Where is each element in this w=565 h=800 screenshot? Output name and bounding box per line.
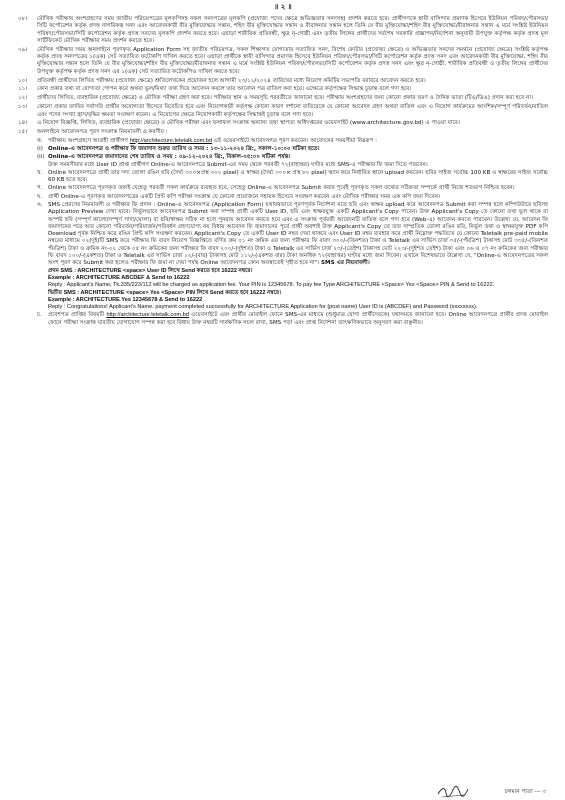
list-item [18, 16, 548, 45]
item-intro: অনলাইনে আবেদনপত্র পূরণ সংক্রান্ত নিয়মাবলী ও করণীয় : [37, 129, 168, 136]
handwritten-signature [436, 785, 470, 799]
sub-label: ঙ. [37, 201, 43, 208]
sub-text: Online আবেদনপত্রে পূরণকৃত তথ্যই যেহেতু পরবর্তী সকল কার্যক্রমে ব্যবহৃত হবে, সেহেতু Online-এ আবেদনপত্র Submit করার পূর্বেই পূরণকৃত সকল তথ্যের সঠিকতা সম্পর্কে প্রার্থী নিজে শতভাগ নিশ্চিত হবেন। [48, 185, 515, 192]
sub-text [48, 312, 548, 327]
sms-instructions [37, 268, 548, 312]
item-number: ১৪। [18, 120, 28, 127]
page-footer [18, 785, 548, 799]
list-item-online-application [18, 129, 548, 327]
sms1-intro: প্রথম SMS : ARCHITECTURE <space> User ID লিখে Send করতে হবে 16222 নম্বরে। [48, 267, 253, 274]
item-text: মৌখিক পরীক্ষায় অংশগ্রহণের সময় জাতীয় পরিচয়পত্রের মূলকপিসহ সকল সনদপত্রের মূলকপি (প্রযোজ্য পদের ক্ষেত্রে অভিজ্ঞতার সনদসহ) প্রদর্শন করতে হবে। প্রার্থীগণকে স্থায়ী বাসিন্দার প্রমাণক হিসেবে ইউনিয়ন পরিষদ/পৌরসভা/সিটি কর্পোরেশন কর্তৃক প্রদত্ত নাগরিকত্ব সনদ এবং আবেদনকারী বীর মুক্তিযোদ্ধার সন্তান, শহিদ বীর মুক্তিযোদ্ধার সন্তান ও বীরাঙ্গনার সন্তান হলে তিনি যে বীর মুক্তিযোদ্ধা/শহিদ বীর মুক্তিযোদ্ধা/বীরাঙ্গনার সন্তান এ মর্মে সংশ্লিষ্ট ইউনিয়ন পরিষদ/পৌরসভা/সিটি কর্পোরেশন কর্তৃক প্রদত্ত সনদের মূলকপি প্রদর্শন করতে হবে। এছাড়া শারীরিক প্রতিবন্ধী, ক্ষুদ্র নৃ-গোষ্ঠী এবং তৃতীয় লিঙ্গের প্রার্থীদের সর্বশেষ সরকারি প্রজ্ঞাপন/নির্দেশনা অনুযায়ী উপযুক্ত কর্তৃপক্ষ কর্তৃক প্রদত্ত মূল সার্টিফিকেট মৌখিক পরীক্ষার সময় প্রদর্শন করতে হবে। [37, 16, 548, 44]
sub-label: গ. [37, 185, 43, 192]
item-text: কোন প্রকার তথ্য বা যোগ্যতা গোপন করে অথবা ভুল/মিথ্যা তথ্য দিয়ে আবেদন করলে তার আবেদন পত্র বাতিল করা হবে। এক্ষেত্রে কর্তৃপক্ষের সিদ্ধান্ত চূড়ান্ত বলে গণ্য হবে। [37, 86, 412, 93]
item-number: ১০। [18, 77, 28, 84]
sub-text-part: ওয়েবসাইটে এবং প্রার্থীর মোবাইল ফোনে SMS-এর মাধ্যমে (শুধুমাত্র যোগ্য প্রার্থীদেরকে) যথাসময়ে জানানো হবে। Online আবেদনপত্রে প্রার্থীর প্রদত্ত মোবাইল ফোনে পরীক্ষা সংক্রান্ত যাবতীয় যোগাযোগ সম্পন্ন করা হবে বিধায় উক্ত নম্বরটি সার্বক্ষণিক সচল রাখা, SMS পড়া এবং প্রাপ্ত নির্দেশনা তাৎক্ষণিকভাবে অনুসরণ করা বাঞ্ছনীয়। [48, 312, 549, 326]
sub-label: (i) [37, 145, 43, 152]
sms2-intro: দ্বিতীয় SMS : ARCHITECTURE <space> Yes <Space> PIN লিখে Send করতে হবে 16222 নম্বরে। [48, 289, 282, 296]
website-link[interactable]: http://architecture.teletalk.com.bd [129, 137, 213, 144]
sub-text [48, 202, 548, 268]
sub-text: প্রার্থী Online-এ পূরণকৃত আবেদনপত্রের একটি প্রিন্ট কপি পরীক্ষা সংক্রান্ত যে কোনো প্রয়োজনে সহায়ক হিসেবে সংরক্ষণ করবেন এবং মৌখিক পরীক্ষার সময় এক কপি জমা দিবেন। [48, 193, 440, 200]
numbered-items [18, 16, 548, 327]
sms-rules-title: SMS এর নিয়মাবলী। [321, 260, 370, 267]
list-item [18, 86, 548, 93]
sms2-example: Example : ARCHITECTURE Yes 12345678 & Send to 16222 [48, 296, 203, 303]
sms1-example: Example : ARCHITECTURE ABCDEF & Send to 16222 [48, 274, 190, 281]
schedule-note: উক্ত সময়সীমার মধ্যে User ID প্রাপ্ত প্রার্থীগণ Online-এ আবেদনপত্রে Submit-এর সময় থেকে পরবর্তী ৭২(বাহাত্তর) ঘণ্টার মধ্যে SMS-এ পরীক্ষার ফি জমা দিতে পারবেন। [48, 161, 428, 168]
schedule-start [37, 146, 548, 153]
start-date-text: Online-এ আবেদনপত্র ও পরীক্ষার ফি জমাদান শুরুর তারিখ ও সময় : ১৩-১১-২০২৪ খ্রি:, সকাল-১০:০০ ঘটিকা হতে। [48, 145, 320, 152]
sub-label: খ. [37, 169, 43, 176]
sub-text [48, 138, 548, 145]
item-number: ১৩। [18, 104, 28, 111]
item-body [37, 129, 548, 327]
document-page [18, 3, 549, 795]
item-text: এ নিয়োগ বিজ্ঞপ্তি, লিখিত, ব্যবহারিক (প্রযোজ্য ক্ষেত্রে) ও মৌখিক পরীক্ষা এবং ফলাফল সংক্রান্ত অন্যান্য তথ্য স্থাপত্য অধিদপ্তরের ওয়েবসাইট (www.architecture.gov.bd) এ পাওয়া যাবে। [37, 120, 460, 127]
sub-item-d [37, 194, 548, 201]
sub-item-b [37, 170, 548, 185]
schedule-end [37, 154, 548, 161]
sub-label: ক. [37, 137, 43, 144]
sub-label: ঘ. [37, 193, 43, 200]
item-text: মৌখিক পরীক্ষার সময় অনলাইনে পূরণকৃত Application Form সহ জাতীয় পরিচয়পত্র, সকল শিক্ষাগত যোগ্যতার সত্যায়িত সনদ, বিশেষ কোটার (প্রযোজ্য ক্ষেত্রে) ও অভিজ্ঞতার সনদের সমর্থনে (প্রযোজ্য ক্ষেত্রে) সংশ্লিষ্ট কর্তৃপক্ষ কর্তৃক প্রদত্ত সনদপত্রের ১(এক) সেট সত্যায়িত ফটোকপি দাখিল করতে হবে। এছাড়া প্রার্থীকে স্থায়ী বাসিন্দার প্রমাণক হিসেবে ইউনিয়ন পরিষদ/পৌরসভা/সিটি কর্পোরেশন কর্তৃক প্রদত্ত সনদ এবং আবেদনকারী বীর মুক্তিযোদ্ধা, শহিদ বীর মুক্তিযোদ্ধার সন্তান হলে তিনি যে বীর মুক্তিযোদ্ধা/শহিদ বীর মুক্তিযোদ্ধা/বীরাঙ্গনার সন্তান এ মর্মে সংশ্লিষ্ট ইউনিয়ন পরিষদ/পৌরসভা/সিটি কর্পোরেশন কর্তৃক প্রদত্ত সনদ এবং ক্ষুদ্র নৃ-গোষ্ঠী, শারীরিক প্রতিবন্ধী ও তৃতীয় লিঙ্গের প্রার্থীদের উপযুক্ত কর্তৃপক্ষ কর্তৃক প্রদত্ত সনদ এর ১(এক) সেট সত্যায়িত ফটোকপিও দাখিল করতে হবে। [37, 46, 548, 75]
item-number: ০৮। [18, 16, 28, 22]
sub-label: চ. [37, 312, 42, 319]
sms-fee-text: SMS প্রেরণের নিয়মাবলী ও পরীক্ষার ফি প্রদান : Online-এ আবেদনপত্র (Application Form) যথাযথভাবে পূরণপূর্বক নির্দেশনা মতে ছবি এবং স্বাক্ষর upload করে আবেদনপত্র Submit করা সম্পন্ন হলে কম্পিউটারে ছবিসহ Application Preview দেখা যাবে। নির্ভুলভাবে আবেদনপত্র Submit করা সম্পন্ন প্রার্থী একটি User ID, ছবি এবং স্বাক্ষরযুক্ত একটি Applicant's Copy পাবেন। উক্ত Applicant's Copy তে কোনো তথ্য ভুল থাকে বা অস্পষ্ট ছবি (সম্পূর্ণ কালো/সম্পূর্ণ সাদা/ঘোলা) বা ছবি/স্বাক্ষর সঠিক না হলে পুনরায় আবেদন করতে হবে এবং এ সংক্রান্ত পূর্ববর্তী আবেদনটি বাতিল বলে গণ্য হবে (Web-এ) আবেদন করতে পারবেন। উল্লেখ্য যে, আবেদন ফি জমাদানের পরে আর কোনো পরিবর্তন/পরিমার্জন/পরিবর্ধন গ্রহণযোগ্য নয় বিধায় আবেদন ফি জমাদানের পূর্বে প্রার্থী অবশ্যই উক্ত Applicant's Copy তে তার সাম্প্রতিক তোলা রঙিন ছবি, নির্ভুল তথ্য ও স্বাক্ষরযুক্ত PDF কপি Download পূর্বক নিশ্চিত করে রঙিন প্রিন্ট কপি সংরক্ষণ করবেন। Applicant's Copy তে একটি User ID নম্বর দেয়া থাকবে এবং User ID নম্বর ব্যবহার করে প্রার্থী নিম্নোক্ত পদ্ধতিতে যে কোনো Teletalk pre-paid mobile নম্বরের মাধ্যমে ০২(দুই)টি SMS করে পরীক্ষার ফি বাবদ নিয়োগ বিজ্ঞপ্তিতে বর্ণিত ক্রম ০১ নং ক্রমিক এর জন্য পরীক্ষার ফি বাবদ ৩০০/-(তিনশত) টাকা ও Teletalk এর সার্ভিস চার্জ ৩৫/-(পঁয়ত্রিশ) টাকাসহ মোট ৩৩৫/-(তিনশত পঁয়ত্রিশ) টাকা ও ক্রমিক নং-০২ থেকে ০৫ নং ক্রমিকের জন্য পরীক্ষার ফি বাবদ ২০০/-(দুইশত) টাকা ও Teletalk এর সার্ভিস চার্জ ২৩/-(তেইশ) টাকাসহ মোট ২২৩/-(দুইশত তেইশ) টাকা এবং ০৬ ও ০৭ নং ক্রমিকের জন্য পরীক্ষার ফি বাবদ ১০০/-(একশত) টাকা ও Teletalk এর সার্ভিস চার্জ ১২/-(বার) টাকাসহ মোট ১১২/-(একশত বার) টাকা অনধিক ৭২(বাহাত্তর) ঘণ্টার মধ্যে জমা দিবেন। এখানে বিশেষভাবে উল্লেখ্য যে, "Online-এ আবেদনপত্রের সকল অংশ পূরণ করে Submit করা হলেও পরীক্ষার ফি জমা না দেয়া পর্যন্ত Online আবেদনপত্র কোন অবস্থাতেই গৃহীত হবে না"। [48, 201, 548, 267]
continued-note: চলমান পাতা --- ৩ [504, 789, 546, 795]
sub-item-e [37, 202, 548, 268]
sub-text: Online আবেদনপত্রে প্রার্থী তার সদ্য তোলা রঙিন ছবি (দৈর্ঘ্য ৩০০×প্রস্থ ৩০০ pixel) ও স্বাক্ষর (দৈর্ঘ্য ৩০০× প্রস্থ ৮০ pixel) স্ক্যান করে নির্ধারিত স্থানে upload করবেন। ছবির সাইজ সর্বোচ্চ 100 KB ও স্বাক্ষরের সাইজ সর্বোচ্চ 60 KB হতে হবে। [48, 169, 548, 184]
sms2-reply: Reply : Congratulations! Applicant's Name, payment completed successfully for ARCHITECTURE Application for (post name) User ID is (ABCDEF) and Password (xxxxxxxx). [48, 304, 478, 311]
item-text: কোনো প্রকার তদবির সর্বাসরি প্রার্থীর অযোগ্যতা হিসেবে বিবেচিত হবে এবং নিয়োগকারী কর্তৃপক্ষ কোনো কারণ দর্শানো ব্যতিরেকে যে কোনো আবেদন গ্রহণ অথবা বাতিল এবং এ নিয়োগ কার্যক্রমের আংশিক/সম্পূর্ণ পরিবর্তন/বাতিল এবং পদের সংখ্যা হ্রাস/বৃদ্ধির ক্ষমতা সংরক্ষণ করেন। এ নিয়োগের ক্ষেত্রে নিয়োগকারী কর্তৃপক্ষের সিদ্ধান্তই চূড়ান্ত বলে গণ্য হবে। [37, 104, 548, 118]
sub-label: (ii) [37, 154, 45, 161]
sms1-reply: Reply : Applicant's Name, Tk.335/223/112 will be charged as application fee. Your PIN is 12345678. To pay fee Type ARCHITECTURE <Space> Yes <Space> PIN & Send to 16222. [48, 282, 495, 289]
item-text: প্রার্থীদের লিখিত, ব্যবহারিক (প্রযোজ্য ক্ষেত্রে) ও মৌখিক পরীক্ষা গ্রহণ করা হবে। পরীক্ষার স্থান ও সময়সূচি পরবর্তীতে জানানো হবে। পরীক্ষায় অংশগ্রহণের জন্য কোনো প্রকার ভ্রমণ ও দৈনিক ভাতা (টিএ/ডিএ) প্রদান করা হবে না। [37, 95, 533, 102]
item-number: ১২। [18, 95, 28, 102]
list-item [18, 47, 548, 76]
sub-item-f [37, 312, 548, 327]
sub-text-part: এই ওয়েবসাইটে আবেদনপত্র পূরণ করবেন। আবেদনের সময়সীমা নিম্নরূপ : [213, 137, 377, 144]
sub-text-part: প্রবেশপত্র প্রাপ্তির বিষয়টি [48, 312, 105, 319]
item-number: ১১। [18, 86, 28, 93]
item-text: প্রতিবন্ধী প্রার্থীদের লিখিত পরীক্ষায় (প্রযোজ্য ক্ষেত্রে) শ্রুতিলেখকের প্রয়োজন হলে আগামী ২৩/১২/২০২৪ তারিখের মধ্যে নিয়োগ কমিটির সভাপতি বরাবরে আবেদন করতে হবে। [37, 77, 426, 84]
website-link[interactable]: http://architecture.teletalk.com.bd [106, 312, 189, 319]
page-number: ॥ ২ ॥ [274, 3, 292, 11]
item-number: ১৫। [18, 129, 28, 136]
sub-item-a [37, 138, 548, 145]
list-item [18, 78, 548, 85]
item-number: ০৯। [18, 46, 28, 53]
list-item [18, 120, 548, 127]
end-date-text: Online-এ আবেদনপত্র জমাদানের শেষ তারিখ ও সময় : ০৯-১২-২০২৪ খ্রি:, বিকাল-০৫:০০ ঘটিকা পর্যন্ত। [48, 154, 291, 161]
list-item [18, 104, 548, 119]
sub-item-c [37, 185, 548, 192]
list-item [18, 95, 548, 102]
sub-text-part: পরীক্ষায় অংশগ্রহণে আগ্রহী প্রার্থীগণ [48, 137, 128, 144]
